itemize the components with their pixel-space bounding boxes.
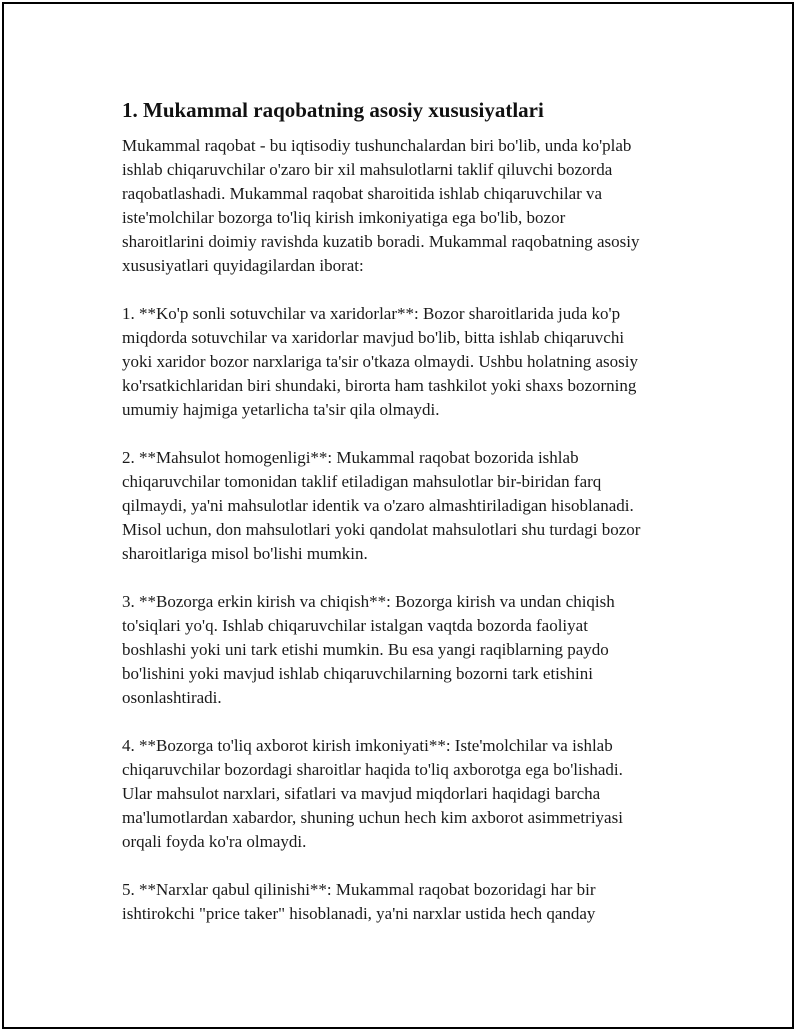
text-line: boshlashi yoki uni tark etishi mumkin. Bu esa yangi raqiblarning paydo bbox=[122, 640, 609, 659]
document-body bbox=[122, 96, 692, 950]
text-line: ishtirokchi "price taker" hisoblanadi, ya'ni narxlar ustida hech qanday bbox=[122, 904, 596, 923]
text-line: yoki xaridor bozor narxlariga ta'sir o'tkaza olmaydi. Ushbu holatning asosiy bbox=[122, 352, 639, 371]
text-line: ishlab chiqaruvchilar o'zaro bir xil mahsulotlarni taklif qiluvchi bozorda bbox=[122, 160, 613, 179]
text-line: iste'molchilar bozorga to'liq kirish imkoniyatiga ega bo'lib, bozor bbox=[122, 208, 566, 227]
text-line: raqobatlashadi. Mukammal raqobat sharoitida ishlab chiqaruvchilar va bbox=[122, 184, 603, 203]
text-line: 3. **Bozorga erkin kirish va chiqish**: Bozorga kirish va undan chiqish bbox=[122, 592, 615, 611]
list-item-5-paragraph bbox=[122, 878, 692, 926]
text-line: umumiy hajmiga yetarlicha ta'sir qila olmaydi. bbox=[122, 400, 440, 419]
text-line: sharoitlarini doimiy ravishda kuzatib boradi. Mukammal raqobatning asosiy bbox=[122, 232, 640, 251]
text-line: ma'lumotlardan xabardor, shuning uchun hech kim axborot asimmetriyasi bbox=[122, 808, 623, 827]
text-line: Mukammal raqobat - bu iqtisodiy tushunchalardan biri bo'lib, unda ko'plab bbox=[122, 136, 632, 155]
text-line: ko'rsatkichlaridan biri shundaki, birorta ham tashkilot yoki shaxs bozorning bbox=[122, 376, 637, 395]
list-item-3-paragraph bbox=[122, 590, 692, 710]
text-line: 4. **Bozorga to'liq axborot kirish imkoniyati**: Iste'molchilar va ishlab bbox=[122, 736, 613, 755]
section-heading: 1. Mukammal raqobatning asosiy xususiyatlari bbox=[122, 98, 544, 122]
page-frame bbox=[2, 2, 794, 1029]
list-item-2-paragraph bbox=[122, 446, 692, 566]
text-line: chiqaruvchilar tomonidan taklif etiladigan mahsulotlar bir-biridan farq bbox=[122, 472, 602, 491]
text-line: qilmaydi, ya'ni mahsulotlar identik va o'zaro almashtiriladigan hisoblanadi. bbox=[122, 496, 634, 515]
text-line: Misol uchun, don mahsulotlari yoki qandolat mahsulotlari shu turdagi bozor bbox=[122, 520, 641, 539]
text-line: chiqaruvchilar bozordagi sharoitlar haqida to'liq axborotga ega bo'lishadi. bbox=[122, 760, 623, 779]
text-line: 5. **Narxlar qabul qilinishi**: Mukammal raqobat bozoridagi har bir bbox=[122, 880, 596, 899]
text-line: sharoitlariga misol bo'lishi mumkin. bbox=[122, 544, 368, 563]
text-line: to'siqlari yo'q. Ishlab chiqaruvchilar istalgan vaqtda bozorda faoliyat bbox=[122, 616, 588, 635]
text-line: 1. **Ko'p sonli sotuvchilar va xaridorlar**: Bozor sharoitlarida juda ko'p bbox=[122, 304, 621, 323]
text-line: orqali foyda ko'ra olmaydi. bbox=[122, 832, 307, 851]
text-line: miqdorda sotuvchilar va xaridorlar mavjud bo'lib, bitta ishlab chiqaruvchi bbox=[122, 328, 625, 347]
intro-paragraph bbox=[122, 134, 692, 278]
list-item-4-paragraph bbox=[122, 734, 692, 854]
text-line: osonlashtiradi. bbox=[122, 688, 222, 707]
list-item-1-paragraph bbox=[122, 302, 692, 422]
text-line: bo'lishini yoki mavjud ishlab chiqaruvchilarning bozorni tark etishini bbox=[122, 664, 593, 683]
text-line: xususiyatlari quyidagilardan iborat: bbox=[122, 256, 364, 275]
text-line: Ular mahsulot narxlari, sifatlari va mavjud miqdorlari haqidagi barcha bbox=[122, 784, 601, 803]
text-line: 2. **Mahsulot homogenligi**: Mukammal raqobat bozorida ishlab bbox=[122, 448, 579, 467]
